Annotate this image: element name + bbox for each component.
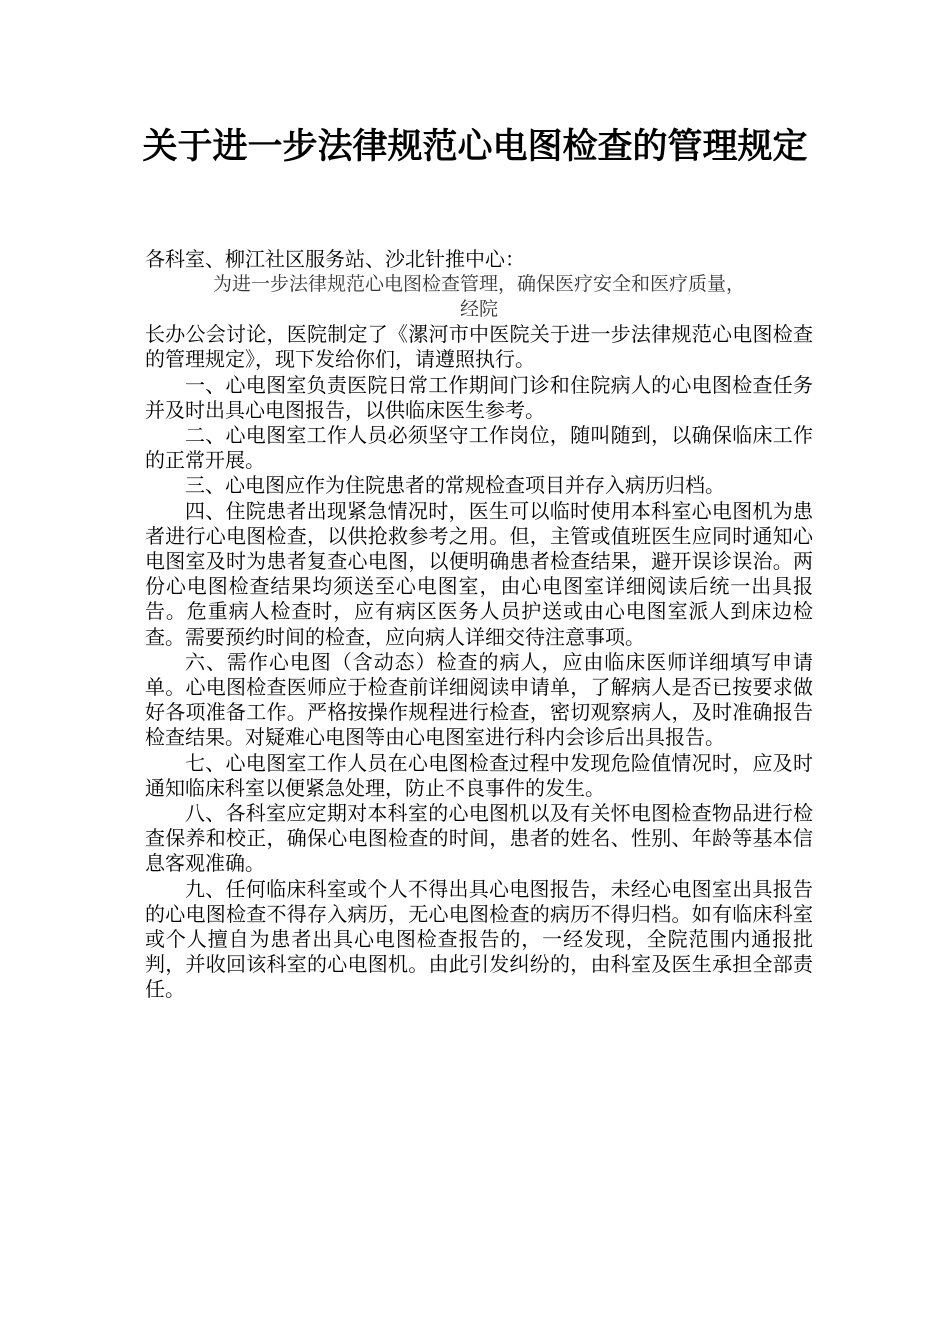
item-6: 六、需作心电图（含动态）检查的病人，应由临床医师详细填写申请单。心电图检查医师应于检查前详细阅读申请单，了解病人是否已按要求做好各项准备工作。严格按操作规程进行检查，密切观察病人，及时准确报告检查结果。对疑难心电图等由心电图室进行科内会诊后出具报告。 bbox=[145, 649, 813, 750]
item-9: 九、任何临床科室或个人不得出具心电图报告，未经心电图室出具报告的心电图检查不得存入病历，无心电图检查的病历不得归档。如有临床科室或个人擅自为患者出具心电图检查报告的，一经发现，全院范围内通报批判，并收回该科室的心电图机。由此引发纠纷的，由科室及医生承担全部责任。 bbox=[145, 876, 813, 1002]
item-4: 四、住院患者出现紧急情况时，医生可以临时使用本科室心电图机为患者进行心电图检查，以供抢救参考之用。但，主管或值班医生应同时通知心电图室及时为患者复查心电图，以便明确患者检查结果，避开误诊误治。两份心电图检查结果均须送至心电图室，由心电图室详细阅读后统一出具报告。危重病人检查时，应有病区医务人员护送或由心电图室派人到床边检查。需要预约时间的检查，应向病人详细交待注意事项。 bbox=[145, 498, 813, 649]
intro-paragraph: 长办公会讨论，医院制定了《漯河市中医院关于进一步法律规范心电图检查的管理规定》，现下发给你们，请遵照执行。 bbox=[145, 322, 813, 372]
intro-line-1: 为进一步法律规范心电图检查管理，确保医疗安全和医疗质量， bbox=[212, 273, 745, 296]
item-1: 一、心电图室负责医院日常工作期间门诊和住院病人的心电图检查任务并及时出具心电图报告，以供临床医生参考。 bbox=[145, 372, 813, 422]
intro-line-2: 经院 bbox=[459, 298, 498, 321]
item-2: 二、心电图室工作人员必须坚守工作岗位，随叫随到，以确保临床工作的正常开展。 bbox=[145, 423, 813, 473]
addressee: 各科室、柳江社区服务站、沙北针推中心： bbox=[145, 247, 525, 271]
item-8: 八、各科室应定期对本科室的心电图机以及有关怀电图检查物品进行检查保养和校正，确保心电图检查的时间，患者的姓名、性别、年龄等基本信息客观准确。 bbox=[145, 801, 813, 876]
item-3: 三、心电图应作为住院患者的常规检查项目并存入病历归档。 bbox=[185, 473, 725, 498]
document-body bbox=[145, 247, 813, 1003]
item-7: 七、心电图室工作人员在心电图检查过程中发现危险值情况时，应及时通知临床科室以便紧急处理，防止不良事件的发生。 bbox=[145, 750, 813, 800]
document-title: 关于进一步法律规范心电图检查的管理规定 bbox=[142, 126, 808, 167]
